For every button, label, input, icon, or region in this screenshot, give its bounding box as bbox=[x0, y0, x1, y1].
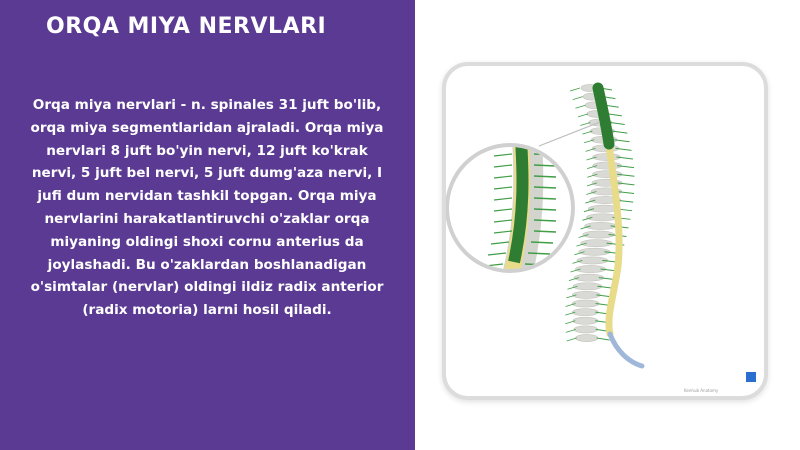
spinal-nerve bbox=[570, 88, 580, 91]
inset-nerve bbox=[531, 242, 553, 243]
zoom-connector-line bbox=[539, 122, 600, 146]
spinal-cord-upper bbox=[598, 88, 609, 144]
inset-nerve bbox=[482, 275, 500, 277]
vertebra bbox=[574, 326, 598, 333]
cauda-equina bbox=[610, 334, 642, 366]
spinal-nerve bbox=[612, 131, 627, 133]
spine-illustration-card bbox=[442, 62, 768, 400]
slide-body-text: Orqa miya nervlari - n. spinales 31 juft bo'lib, orqa miya segmentlaridan ajraladi. Orqa miya nervlari 8 juft bo'yin nervi, 12 juft ko'krak nervi, 5 juft bel nervi, 5 juft dumg'aza nervi, I jufi dum nervidan tashkil topgan. Orqa miya nervlarini harakatlantiruvchi o'zaklar orqa miyaning oldingi shoxi cornu anterius da joylashadi. Bu o'zaklardan boshlanadigan o'simtalar (nervlar) oldingi ildiz radix anterior (radix motoria) larni hosil qiladi. bbox=[30, 97, 384, 319]
spinal-nerve bbox=[573, 97, 583, 100]
vertebra bbox=[572, 291, 600, 298]
inset-nerve bbox=[534, 176, 556, 177]
inset-nerve bbox=[522, 275, 544, 276]
vertebra bbox=[572, 309, 598, 316]
inset-nerve bbox=[534, 220, 556, 221]
spinal-nerve bbox=[567, 338, 577, 341]
spinal-nerve bbox=[597, 338, 610, 340]
inset-nerve bbox=[534, 165, 556, 166]
corner-badge bbox=[746, 372, 756, 382]
spinal-nerve bbox=[575, 105, 585, 108]
vertebra bbox=[572, 300, 599, 307]
inset-nerve bbox=[534, 187, 556, 188]
spinal-nerve bbox=[610, 122, 624, 124]
spinal-nerve bbox=[608, 114, 622, 116]
spinal-nerve bbox=[566, 329, 576, 332]
zoom-inset bbox=[447, 126, 573, 280]
vertebra bbox=[573, 317, 598, 324]
image-credit: Kenhub Anatomy bbox=[684, 388, 719, 393]
slide-title: ORQA MIYA NERVLARI bbox=[46, 14, 327, 39]
vertebra bbox=[593, 153, 621, 160]
vertebra bbox=[576, 334, 598, 341]
spinal-nerve bbox=[578, 114, 588, 117]
spinal-nerve bbox=[580, 122, 590, 125]
inset-nerve bbox=[534, 231, 556, 232]
spine-illustration bbox=[446, 66, 764, 396]
inset-nerve bbox=[534, 198, 556, 199]
inset-nerve bbox=[528, 253, 550, 254]
inset-nerve bbox=[534, 209, 556, 210]
